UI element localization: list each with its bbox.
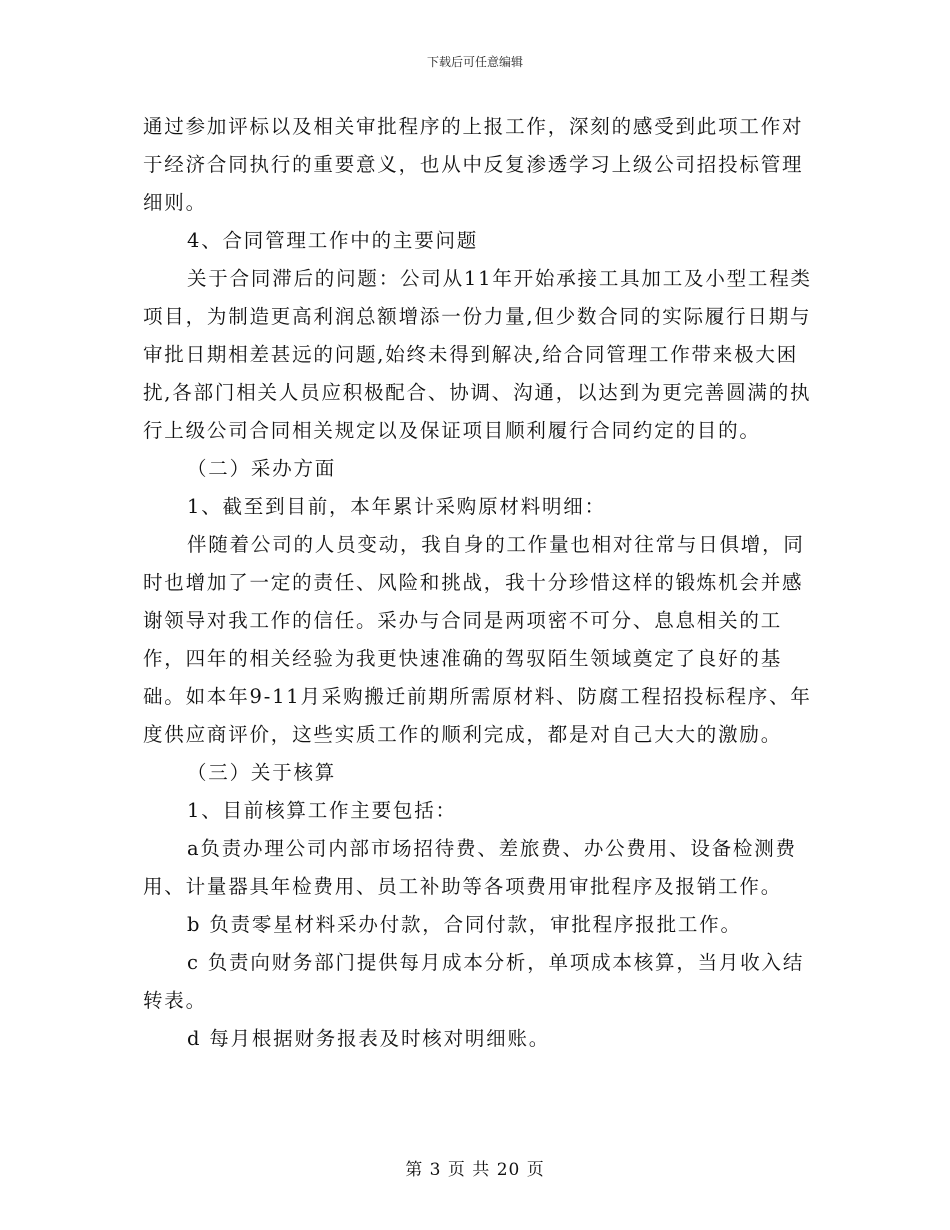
document-body: [143, 108, 813, 1058]
paragraph: 4、合同管理工作中的主要问题: [187, 229, 479, 252]
paragraph: 1、截至到目前，本年累计采购原材料明细：: [187, 495, 606, 518]
paragraph: a负责办理公司内部市场招待费、差旅费、办公费用、设备检测费用、计量器具年检费用、员工补助等各项费用审批程序及报销工作。: [143, 837, 797, 898]
paragraph: c 负责向财务部门提供每月成本分析，单项成本核算，当月收入结转表。: [143, 951, 805, 1012]
page-footer: 第 3 页 共 20 页: [405, 1160, 545, 1180]
paragraph: 1、目前核算工作主要包括：: [187, 799, 457, 822]
paragraph: （三）关于核算: [187, 761, 337, 784]
paragraph: 关于合同滞后的问题：公司从11年开始承接工具加工及小型工程类项目，为制造更高利润总额增添一份力量,但少数合同的实际履行日期与审批日期相差甚远的问题,始终未得到解决,给合同管理工作带来极大困扰,各部门相关人员应积极配合、协调、沟通，以达到为更完善圆满的执行上级公司合同相关规定以及保证项目顺利履行合同约定的目的。: [143, 267, 812, 442]
paragraph: 伴随着公司的人员变动，我自身的工作量也相对往常与日俱增，同时也增加了一定的责任、风险和挑战，我十分珍惜这样的锻炼机会并感谢领导对我工作的信任。采办与合同是两项密不可分、息息相关的工作，四年的相关经验为我更快速准确的驾驭陌生领域奠定了良好的基础。如本年9-11月采购搬迁前期所需原材料、防腐工程招投标程序、年度供应商评价，这些实质工作的顺利完成，都是对自己大大的激励。: [143, 533, 812, 746]
paragraph: 通过参加评标以及相关审批程序的上报工作，深刻的感受到此项工作对于经济合同执行的重要意义，也从中反复渗透学习上级公司招投标管理细则。: [143, 115, 804, 214]
paragraph: （二）采办方面: [187, 457, 337, 480]
paragraph: d 每月根据财务报表及时核对明细账。: [187, 1027, 551, 1050]
paragraph: b 负责零星材料采办付款，合同付款，审批程序报批工作。: [187, 913, 742, 936]
page-header: 下载后可任意编辑: [426, 55, 523, 69]
